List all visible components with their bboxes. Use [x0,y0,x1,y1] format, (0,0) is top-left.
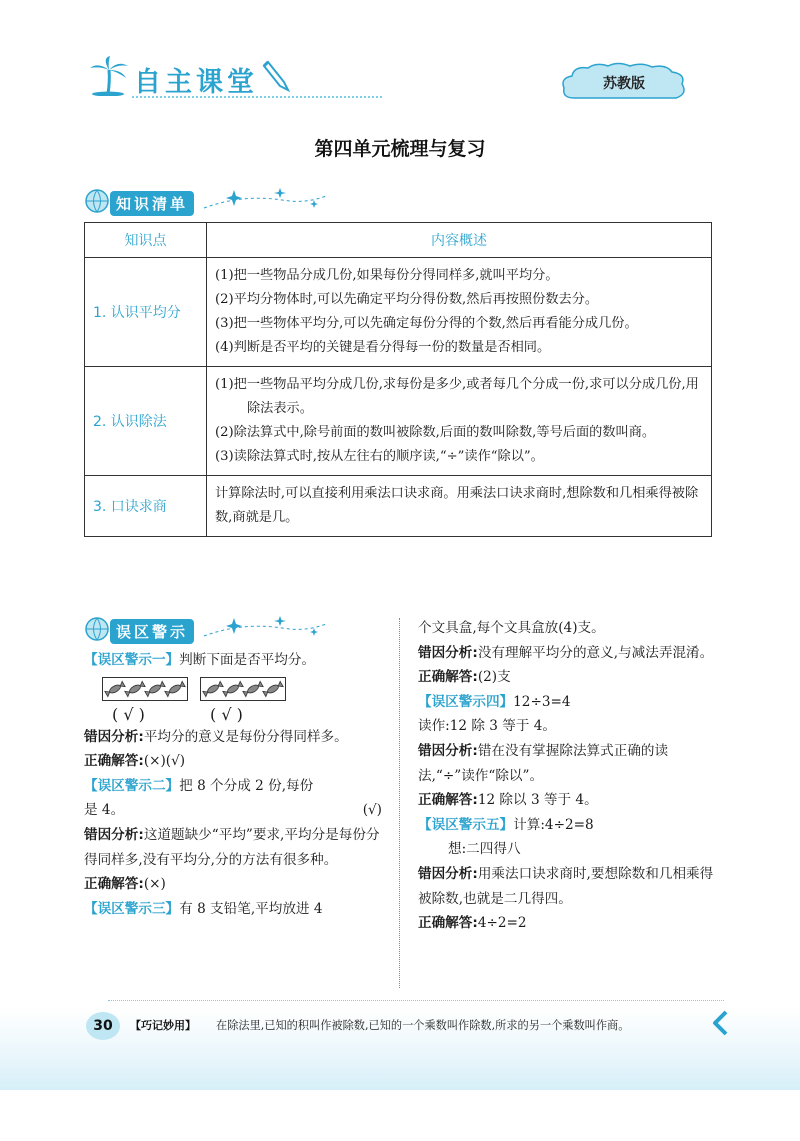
warning-2-mark: (√) [362,802,382,819]
answer-label: 正确解答: [418,792,478,809]
warning-2-answer [84,872,382,897]
warning-2-analysis [84,823,382,872]
tip-text: 在除法里,已知的积叫作被除数,已知的一个乘数叫作除数,所求的另一个乘数叫作商。 [216,1019,630,1032]
warning-3-text-cont: 个文具盒,每个文具盒放(4)支。 [418,620,605,636]
candy-icon [201,678,285,700]
candy-group-1 [102,677,188,701]
warning-5-tag: 【误区警示五】 [418,816,514,833]
table-row [85,367,712,476]
warning-1-text: 判断下面是否平均分。 [179,652,316,668]
analysis-label: 错因分析: [418,644,478,661]
chevron-left-icon [712,1010,728,1036]
analysis-label: 错因分析: [84,826,144,843]
footer-dotted-line [108,1000,724,1001]
warning-2-text-cont: 是 4。 [84,802,125,819]
table-header-row [85,223,712,258]
list-item: (1)把一些物品平均分成几份,求每份是多少,或者每几个分成一份,求可以分成几份,用除法表示。 [215,377,699,416]
table-topic: 2. 认识除法 [85,367,207,476]
warning-2-tag: 【误区警示二】 [84,777,180,794]
knowledge-section-label: 知识清单 [110,191,194,216]
warning-1-question [84,648,382,673]
check-mark-2: ( √ ) [210,704,243,724]
list-item: (3)把一些物体平均分,可以先确定每份分得的个数,然后再看能分成几份。 [215,316,638,331]
warning-5-text: 计算:4÷2=8 [513,816,594,833]
list-item: (4)判断是否平均的关键是看分得每一份的数量是否相同。 [215,340,551,355]
list-item: 计算除法时,可以直接利用乘法口诀求商。用乘法口诀求商时,想除数和几相乘得被除数,商就是几。 [215,486,699,525]
warning-5-think: 想:二四得八 [448,841,521,858]
warning-3-answer [418,665,714,690]
answer-label: 正确解答: [418,669,478,686]
tip-label: 【巧记妙用】 [130,1019,196,1032]
warning-4-text: 12÷3=4 [513,693,571,710]
warnings-section-header [84,614,344,648]
warning-4-question [418,690,714,715]
warning-1-analysis [84,725,382,750]
analysis-label: 错因分析: [84,728,144,745]
globe-icon [84,616,110,642]
warning-2-question-cont [84,798,382,823]
brand-title: 自主课堂 [134,67,258,98]
warning-4-reading: 读作:12 除 3 等于 4。 [418,718,557,735]
table-content [207,367,712,476]
list-item: (2)除法算式中,除号前面的数叫被除数,后面的数叫除数,等号后面的数叫商。 [215,425,656,440]
table-content [207,476,712,537]
list-item: (1)把一些物品分成几份,如果每份分得同样多,就叫平均分。 [215,268,559,283]
answer-text: 4÷2=2 [477,915,527,932]
analysis-text: 错在没有掌握除法算式正确的读法,“÷”读作“除以”。 [418,742,669,784]
globe-icon [84,188,110,214]
sparkle-icon [202,614,332,644]
sparkle-icon [202,186,332,216]
candy-group-2 [200,677,286,701]
warning-4-tag: 【误区警示四】 [418,693,514,710]
edition-label: 苏教版 [603,76,645,92]
answer-text: (×)(√) [143,753,186,770]
knowledge-section-header [84,186,344,220]
warning-5-analysis [418,862,714,911]
analysis-label: 错因分析: [418,865,478,882]
analysis-text: 这道题缺少“平均”要求,平均分是每份分得同样多,没有平均分,分的方法有很多种。 [84,826,380,868]
table-header-topic: 知识点 [85,223,207,258]
warning-2-text: 把 8 个分成 2 份,每份 [179,777,314,794]
answer-label: 正确解答: [418,915,478,932]
warning-3-question [84,897,382,922]
pencil-icon [262,58,292,92]
header-dotted-line [132,96,382,98]
warning-3-text: 有 8 支铅笔,平均放进 4 [179,900,323,917]
warning-2-question [84,774,382,799]
table-header-content: 内容概述 [207,223,712,258]
warning-3-analysis [418,641,714,666]
analysis-text: 平均分的意义是每份分得同样多。 [143,728,348,745]
warning-4-analysis [418,739,714,788]
table-topic: 1. 认识平均分 [85,258,207,367]
warnings-left-column [84,648,382,921]
palm-tree-icon [88,56,132,96]
answer-label: 正确解答: [84,876,144,893]
warning-3-tag: 【误区警示三】 [84,900,180,917]
brand-logo [88,56,298,100]
list-item: (3)读除法算式时,按从左往右的顺序读,“÷”读作“除以”。 [215,449,544,464]
warning-1-tag: 【误区警示一】 [84,652,180,668]
column-divider [399,618,400,988]
page-title: 第四单元梳理与复习 [314,138,486,160]
analysis-label: 错因分析: [418,742,478,759]
warning-1-answer [84,749,382,774]
warning-5-answer [418,911,714,936]
list-item: (2)平均分物体时,可以先确定平均分得份数,然后再按照份数去分。 [215,292,599,307]
warning-5-question [418,813,714,838]
table-row [85,258,712,367]
warning-4-answer [418,788,714,813]
analysis-text: 没有理解平均分的意义,与减法弄混淆。 [477,644,714,661]
table-row [85,476,712,537]
answer-text: (×) [143,876,166,893]
check-mark-1: ( √ ) [112,704,145,724]
table-topic: 3. 口诀求商 [85,476,207,537]
candy-figures [84,673,382,725]
page-number: 30 [86,1012,120,1040]
analysis-text: 用乘法口诀求商时,要想除数和几相乘得被除数,也就是二几得四。 [418,865,714,907]
warnings-right-column [418,616,714,936]
answer-text: (2)支 [477,669,511,686]
answer-label: 正确解答: [84,753,144,770]
warnings-section-label: 误区警示 [110,619,194,644]
candy-icon [103,678,187,700]
table-content [207,258,712,367]
knowledge-table [84,222,712,537]
answer-text: 12 除以 3 等于 4。 [477,792,598,809]
